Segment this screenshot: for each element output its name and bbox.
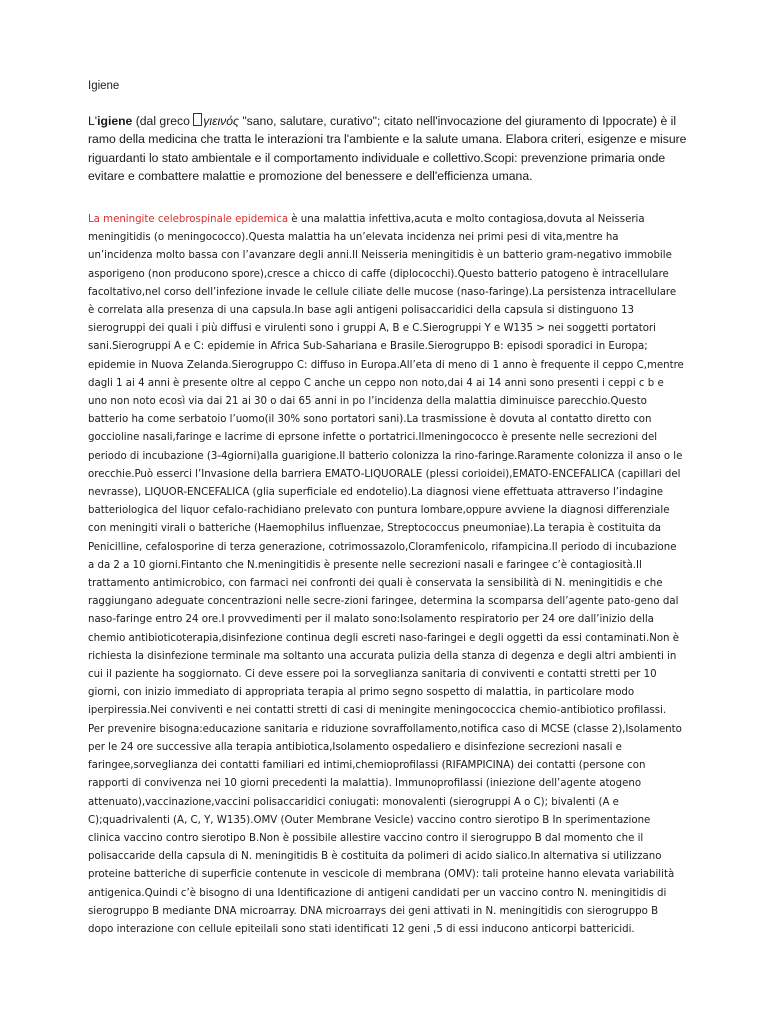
intro-part-1: (dal greco bbox=[132, 114, 194, 128]
meningite-text: è una malattia infettiva,acuta e molto contagiosa,dovuta al Neisseria meningitidis (o meningococco).Questa malattia ha un’elevata incidenza nei primi pesi di vita,mentre ha un’incidenza molto bassa con l’avanzare degli anni.Il Neisseria meningitidis è un batterio gram-negativo immobile asporigeno (non producono spore),cresce a chicco di caffe (diplococchi).Questo batterio patogeno è intracellulare facoltativo,nel corso dell’infezione invade le cellule ciliate delle mucose (naso-faringe).La persistenza intracellulare è correlata alla presenza di una capsula.In base agli antigeni polisaccaridici della capsula si distinguono 13 sierogruppi dei quali i più diffusi e virulenti sono i gruppi A, B e C.Sierogruppi Y e W135 > nei soggetti portatori sani.Sierogruppi A e C: epidemie in Africa Sub-Sahariana e Brasile.Sierogruppo B: episodi sporadici in Europa; epidemie in Nuova Zelanda.Sierogruppo C: diffuso in Europa.All’eta di meno di 1 anno è frequente il ceppo C,mentre dagli 1 ai 4 anni è presente oltre al ceppo C anche un ceppo non noto,dai 4 ai 14 anni sono presenti i ceppi c b e uno non noto ecosì via dai 21 ai 30 o dai 65 anni in po l’incidenza della malattia diminuisce parecchio.Questo batterio ha come serbatoio l’uomo(il 30% sono portatori sani).La trasmissione è dovuta al contatto diretto con goccioline nasali,faringe e lacrime di eprsone infette o portatrici.Ilmeningococco è presente nelle secrezioni del periodo di incubazione (3-4giorni)alla guarigione.Il batterio colonizza la rino-faringe.Raramente colonizza il anso o le orecchie.Può esserci l’Invasione della barriera EMATO-LIQUORALE (plessi corioidei),EMATO-ENCEFALICA (capillari del nevrasse), LIQUOR-ENCEFALICA (glia superficiale ed endotelio).La diagnosi viene effettuata attraverso l’indagine batteriologica del liquor cefalo-rachidiano prelevato con puntura lombare,oppure avviene la diagnosi differenziale con meningiti virali o batteriche (Haemophilus influenzae, Streptococcus pneumoniae).La terapia è costituita da Penicilline, cefalosporine di terza generazione, cotrimossazolo,Cloramfenicolo, rifampicina.Il periodo di incubazione a da 2 a 10 giorni.Fintanto che N.meningitidis è presente nelle secrezioni nasali e faringee c’è contagiosità.Il trattamento antimicrobico, con farmaci nei confronti dei quali è conservata la sensibilità di N. meningitidis e che raggiungano adeguate concentrazioni nelle secre-zioni faringee, determina la scomparsa dell’agente pato-geno dal naso-faringe entro 24 ore.I provvedimenti per il malato sono:Isolamento respiratorio per 24 ore dall’inizio della chemio antibioticoterapia,disinfezione continua degli escreti naso-faringei e degli oggetti da essi contaminati.Non è richiesta la disinfezione terminale ma soltanto una accurata pulizia della stanza di degenza e degli altri ambienti in cui il paziente ha soggiornato. Ci deve essere poi la sorveglianza sanitaria di conviventi e contatti stretti per 10 giorni, con inizio immediato di appropriata terapia al primo segno sospetto di malattia, in particolare modo iperpiressia.Nei conviventi e nei contatti stretti di casi di meningite meningococcica chemio-antibiotico profilassi. Per prevenire bisogna:educazione sanitaria e riduzione sovraffollamento,notifica caso di MCSE (classe 2),Isolamento per le 24 ore successive alla terapia antibiotica,Isolamento ospedaliero e disinfezione secrezioni nasali e faringee,sorveglianza dei contatti familiari ed intimi,chemioprofilassi (RIFAMPICINA) dei contatti (persone con rapporti di convivenza nei 10 giorni precedenti la malattia). Immunoprofilassi (iniezione dell’agente atogeno attenuato),vaccinazione,vaccini polisaccaridici coniugati: monovalenti (sierogruppi A o C); bivalenti (A e C);quadrivalenti (A, C, Y, W135).OMV (Outer Membrane Vesicle) vaccino contro sierotipo B In sperimentazione clinica vaccino contro sierotipo B.Non è possibile allestire vaccino contro il sierogruppo B dal momento che il polisaccaride della capsula di N. meningitidis B è costituita da polimeri di acido sialico.In alternativa si utilizzano proteine batteriche di superficie contenute in vescicole di membrana (OMV): tali proteine hanno elevata variabilità antigenica.Quindi c’è bisogno di una Identificazione di antigeni candidati per un vaccino contro N. meningitidis di sierogruppo B mediante DNA microarray. DNA microarrays dei geni attivati in N. meningitidis con sierogruppo B dopo interazione con cellule epiteilali sono stati identificati 12 geni ,5 di essi inducono anticorpi battericidi. bbox=[88, 214, 684, 935]
intro-part-2: "sano, salutare, curativo"; citato nell'invocazione del giuramento di Ippocrate) è il ramo della medicina che tratta le interazioni tra l'ambiente e la salute umana. Elabora criteri, esigenze e misure riguardanti lo stato ambientale e il comportamento individuale e collettivo.Scopi: prevenzione primaria onde evitare e combattere malattie e promozione del benessere e dell'efficienza umana. bbox=[88, 114, 687, 184]
intro-greek-word: γιεινός bbox=[203, 114, 239, 128]
meningite-highlight: La meningite celebrospinale epidemica bbox=[88, 214, 289, 225]
intro-lead-letter: L' bbox=[88, 114, 98, 128]
document-title: Igiene bbox=[88, 80, 120, 92]
meningite-paragraph bbox=[88, 211, 684, 939]
intro-bold-term: igiene bbox=[97, 114, 133, 128]
missing-glyph-icon bbox=[193, 113, 202, 126]
intro-paragraph bbox=[88, 112, 688, 186]
